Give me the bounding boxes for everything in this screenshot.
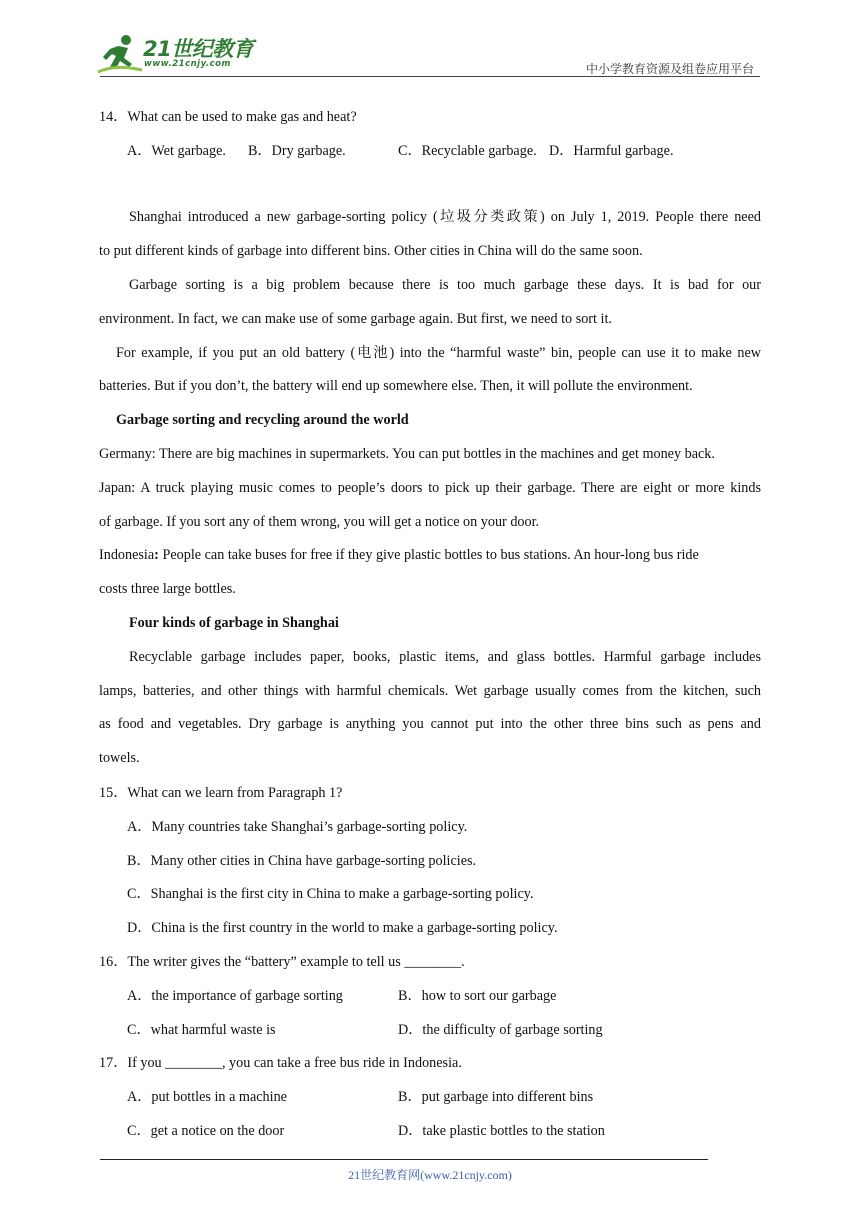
question-text: 14．What can be used to make gas and heat? — [99, 109, 357, 125]
paragraph-1-line-2: to put different kinds of garbage into different bins. Other cities in China will do the same soon. — [99, 243, 643, 259]
paragraph-2-line-2: environment. In fact, we can make use of some garbage again. But first, we need to sort it. — [99, 311, 612, 327]
paragraph-4-line-2: lamps, batteries, and other things with harmful chemicals. Wet garbage usually comes from the kitchen, such — [99, 683, 761, 699]
paragraph-4-line-1: Recyclable garbage includes paper, books, plastic items, and glass bottles. Harmful garbage includes — [129, 649, 761, 665]
paragraph-1-line-1: Shanghai introduced a new garbage-sorting policy (垃圾分类政策) on July 1, 2019. People there need — [129, 209, 761, 225]
option-c: C．Shanghai is the first city in China to make a garbage-sorting policy. — [127, 886, 534, 902]
footer-link[interactable]: 21世纪教育网(www.21cnjy.com) — [348, 1168, 512, 1182]
site-logo — [96, 34, 256, 76]
question-text: 15．What can we learn from Paragraph 1? — [99, 785, 343, 801]
option-b: B．Many other cities in China have garbage-sorting policies. — [127, 853, 477, 869]
paragraph-3-line-1: For example, if you put an old battery (电池) into the “harmful waste” bin, people can use it to make new — [116, 345, 761, 361]
indonesia-colon: : — [154, 547, 159, 563]
paragraph-2-line-1: Garbage sorting is a big problem because there is too much garbage these days. It is bad for our — [129, 277, 761, 293]
question-text: 17．If you ________, you can take a free bus ride in Indonesia. — [99, 1055, 462, 1071]
indonesia-line-1 — [99, 545, 761, 565]
footer-divider — [100, 1159, 708, 1160]
option-d: D．China is the first country in the world to make a garbage-sorting policy. — [127, 920, 558, 936]
paragraph-3-line-2: batteries. But if you don’t, the battery will end up somewhere else. Then, it will pollute the environment. — [99, 378, 693, 394]
logo-text: 21世纪教育 — [143, 37, 254, 61]
option-a: A．Many countries take Shanghai’s garbage-sorting policy. — [127, 819, 468, 835]
option-b: B．put garbage into different bins — [398, 1089, 594, 1105]
platform-name: 中小学教育资源及组卷应用平台 — [585, 62, 754, 76]
japan-line-2: of garbage. If you sort any of them wrong, you will get a notice on your door. — [99, 514, 540, 530]
germany-text: Germany: There are big machines in supermarkets. You can put bottles in the machines and get money back. — [99, 446, 715, 462]
option-d: D．take plastic bottles to the station — [398, 1123, 605, 1139]
option-b: B．Dry garbage. — [248, 143, 346, 159]
header-divider — [100, 76, 760, 77]
paragraph-4-line-3: as food and vegetables. Dry garbage is anything you cannot put into the other three bins such as pens and — [99, 716, 761, 732]
question-text: 16．The writer gives the “battery” example to tell us ________. — [99, 954, 465, 970]
heading-recycling-world: Garbage sorting and recycling around the world — [116, 412, 409, 428]
japan-line-1: Japan: A truck playing music comes to people’s doors to pick up their garbage. There are eight or more kinds — [99, 480, 761, 496]
indonesia-label: Indonesia — [99, 547, 155, 563]
indonesia-line-2: costs three large bottles. — [99, 581, 236, 597]
runner-icon — [96, 34, 144, 76]
logo-url: www.21cnjy.com — [144, 59, 231, 69]
page-header — [0, 0, 860, 80]
option-b: B．how to sort our garbage — [398, 988, 557, 1004]
option-c: C．Recyclable garbage. — [398, 143, 537, 159]
indonesia-text: People can take buses for free if they give plastic bottles to bus stations. An hour-long bus ride — [158, 547, 699, 563]
option-d: D．the difficulty of garbage sorting — [398, 1022, 603, 1038]
option-a: A．put bottles in a machine — [127, 1089, 287, 1105]
option-c: C．what harmful waste is — [127, 1022, 276, 1038]
option-a: A．the importance of garbage sorting — [127, 988, 343, 1004]
paragraph-4-line-4: towels. — [99, 750, 140, 766]
heading-four-kinds: Four kinds of garbage in Shanghai — [129, 615, 339, 631]
option-c: C．get a notice on the door — [127, 1123, 285, 1139]
option-d: D．Harmful garbage. — [549, 143, 674, 159]
option-a: A．Wet garbage. — [127, 143, 226, 159]
